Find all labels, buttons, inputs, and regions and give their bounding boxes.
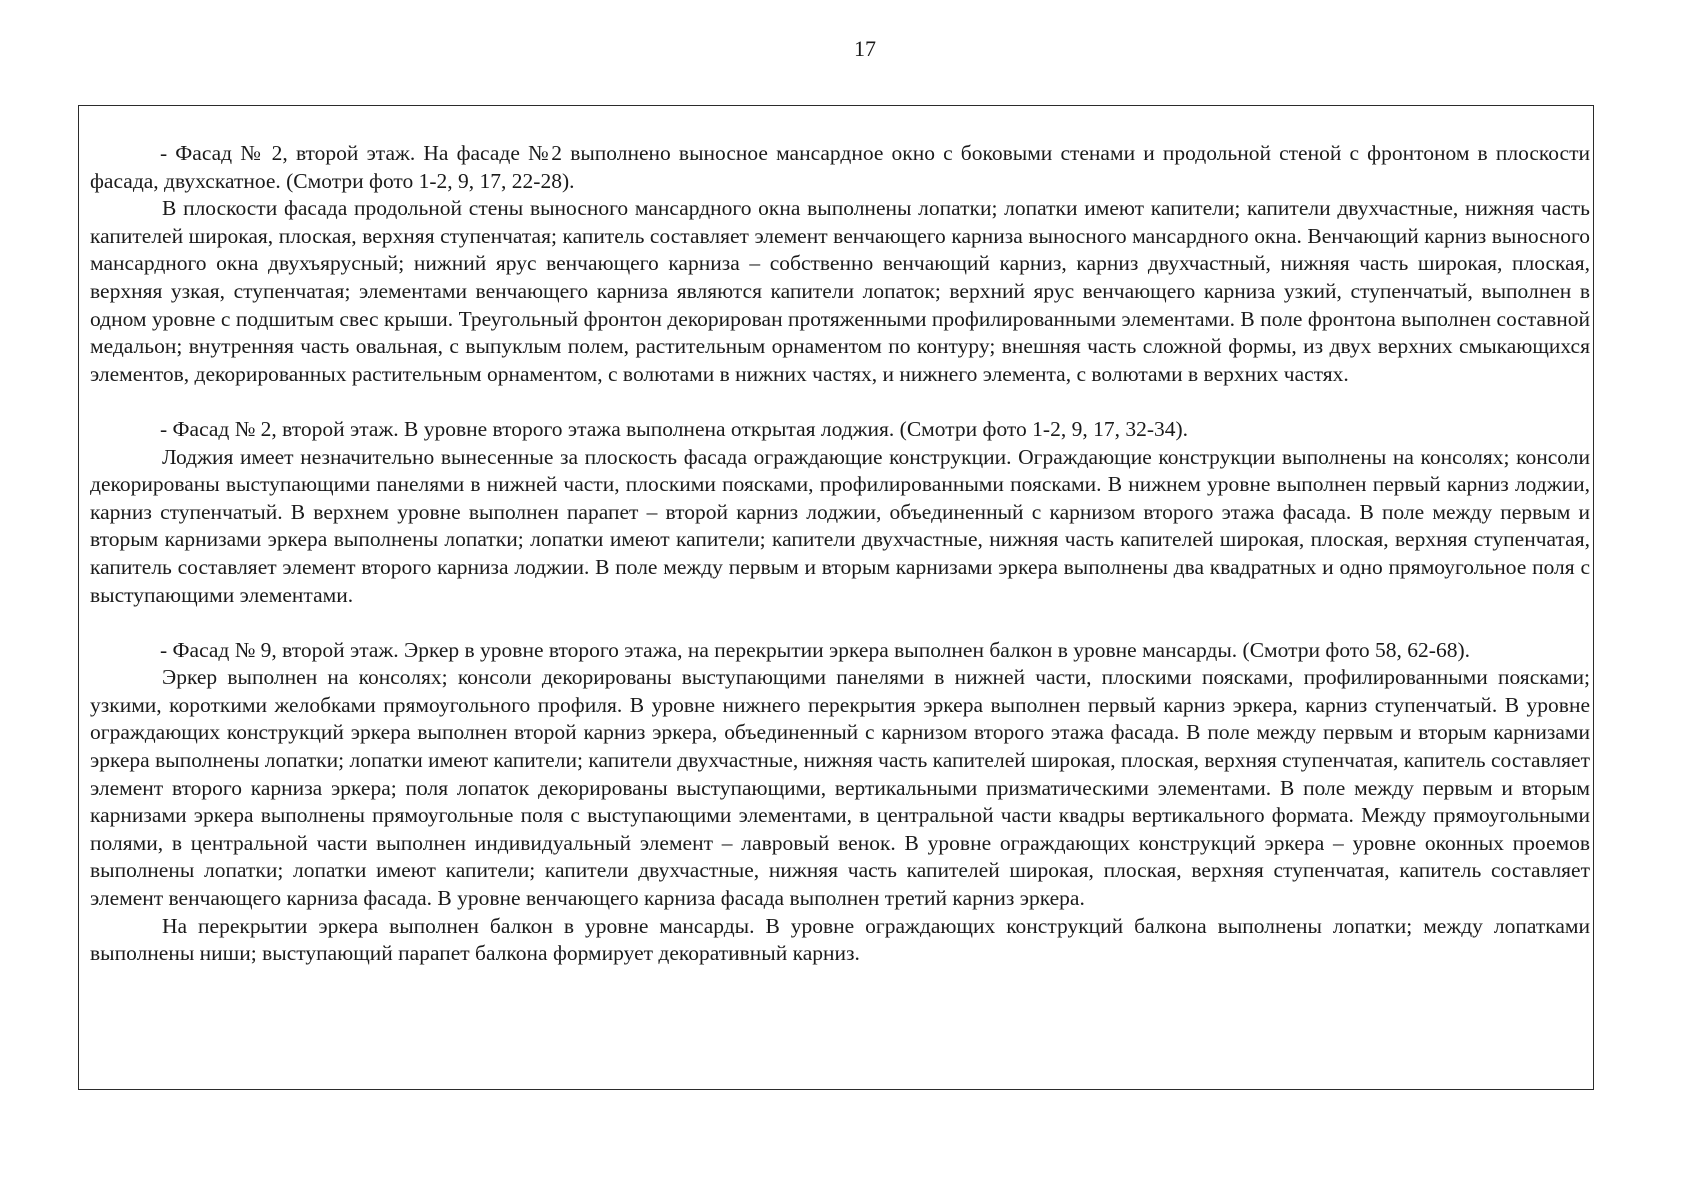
section-paragraph: Эркер выполнен на консолях; консоли декорированы выступающими панелями в нижней части, плоскими поясками, профилированными поясками; узкими, короткими желобками прямоугольного профиля. В уровне нижнего перекрытия эркера выполнен первый карниз эркера, карниз ступенчатый. В уровне ограждающих конструкций эркера выполнен второй карниз эркера, объединенный с карнизом второго этажа фасада. В поле между первым и вторым карнизами эркера выполнены лопатки; лопатки имеют капители; капители двухчастные, нижняя часть капителей широкая, плоская, верхняя ступенчатая, капитель составляет элемент второго карниза эркера; поля лопаток декорированы выступающими, вертикальными призматическими элементами. В поле между первым и вторым карнизами эркера выполнены прямоугольные поля с выступающими элементами, в центральной части квадры вертикального формата. Между прямоугольными полями, в центральной части выполнен индивидуальный элемент – лавровый венок. В уровне ограждающих конструкций эркера – уровне оконных проемов выполнены лопатки; лопатки имеют капители; капители двухчастные, нижняя часть капителей широкая, плоская, верхняя ступенчатая, капитель составляет элемент венчающего карниза фасада. В уровне венчающего карниза фасада выполнен третий карниз эркера.: [90, 665, 1590, 911]
section-heading: - Фасад № 2, второй этаж. На фасаде №2 выполнено выносное мансардное окно с боковыми стенами и продольной стеной с фронтоном в плоскости фасада, двухскатное. (Смотри фото 1-2, 9, 17, 22-28).: [90, 141, 1590, 193]
section-paragraph: На перекрытии эркера выполнен балкон в уровне мансарды. В уровне ограждающих конструкций балкона выполнены лопатки; между лопатками выполнены ниши; выступающий парапет балкона формирует декоративный карниз.: [90, 913, 1590, 966]
section-heading: - Фасад № 2, второй этаж. В уровне второго этажа выполнена открытая лоджия. (Смотри фото 1-2, 9, 17, 32-34).: [160, 416, 1189, 441]
section-heading: - Фасад № 9, второй этаж. Эркер в уровне второго этажа, на перекрытии эркера выполнен балкон в уровне мансарды. (Смотри фото 58, 62-68).: [160, 637, 1470, 662]
section-facade-2-loggia: [90, 416, 1590, 609]
page-number: 17: [854, 36, 876, 61]
document-body: [90, 140, 1590, 995]
section-facade-2-dormer: [90, 140, 1590, 388]
section-facade-9-bay: [90, 637, 1590, 968]
section-paragraph: Лоджия имеет незначительно вынесенные за плоскость фасада ограждающие конструкции. Ограждающие конструкции выполнены на консолях; консоли декорированы выступающими панелями в нижней части, плоскими поясками, профилированными поясками. В нижнем уровне выполнен первый карниз лоджии, карниз ступенчатый. В верхнем уровне выполнен парапет – второй карниз лоджии, объединенный с карнизом второго этажа фасада. В поле между первым и вторым карнизами эркера выполнены лопатки; лопатки имеют капители; капители двухчастные, нижняя часть капителей широкая, плоская, верхняя ступенчатая, капитель составляет элемент второго карниза лоджии. В поле между первым и вторым карнизами эркера выполнены два квадратных и одно прямоугольное поля с выступающими элементами.: [90, 444, 1590, 607]
section-paragraph: В плоскости фасада продольной стены выносного мансардного окна выполнены лопатки; лопатки имеют капители; капители двухчастные, нижняя часть капителей широкая, плоская, верхняя ступенчатая; капитель составляет элемент венчающего карниза выносного мансардного окна. Венчающий карниз выносного мансардного окна двухъярусный; нижний ярус венчающего карниза – собственно венчающий карниз, карниз двухчастный, нижняя часть широкая, плоская, верхняя узкая, ступенчатая; элементами венчающего карниза являются капители лопаток; верхний ярус венчающего карниза узкий, ступенчатый, выполнен в одном уровне с подшитым свес крыши. Треугольный фронтон декорирован протяженными профилированными элементами. В поле фронтона выполнен составной медальон; внутренняя часть овальная, с выпуклым полем, растительным орнаментом по контуру; внешняя часть сложной формы, из двух верхних смыкающихся элементов, декорированных растительным орнаментом, с волютами в нижних частях, и нижнего элемента, с волютами в верхних частях.: [90, 196, 1590, 386]
